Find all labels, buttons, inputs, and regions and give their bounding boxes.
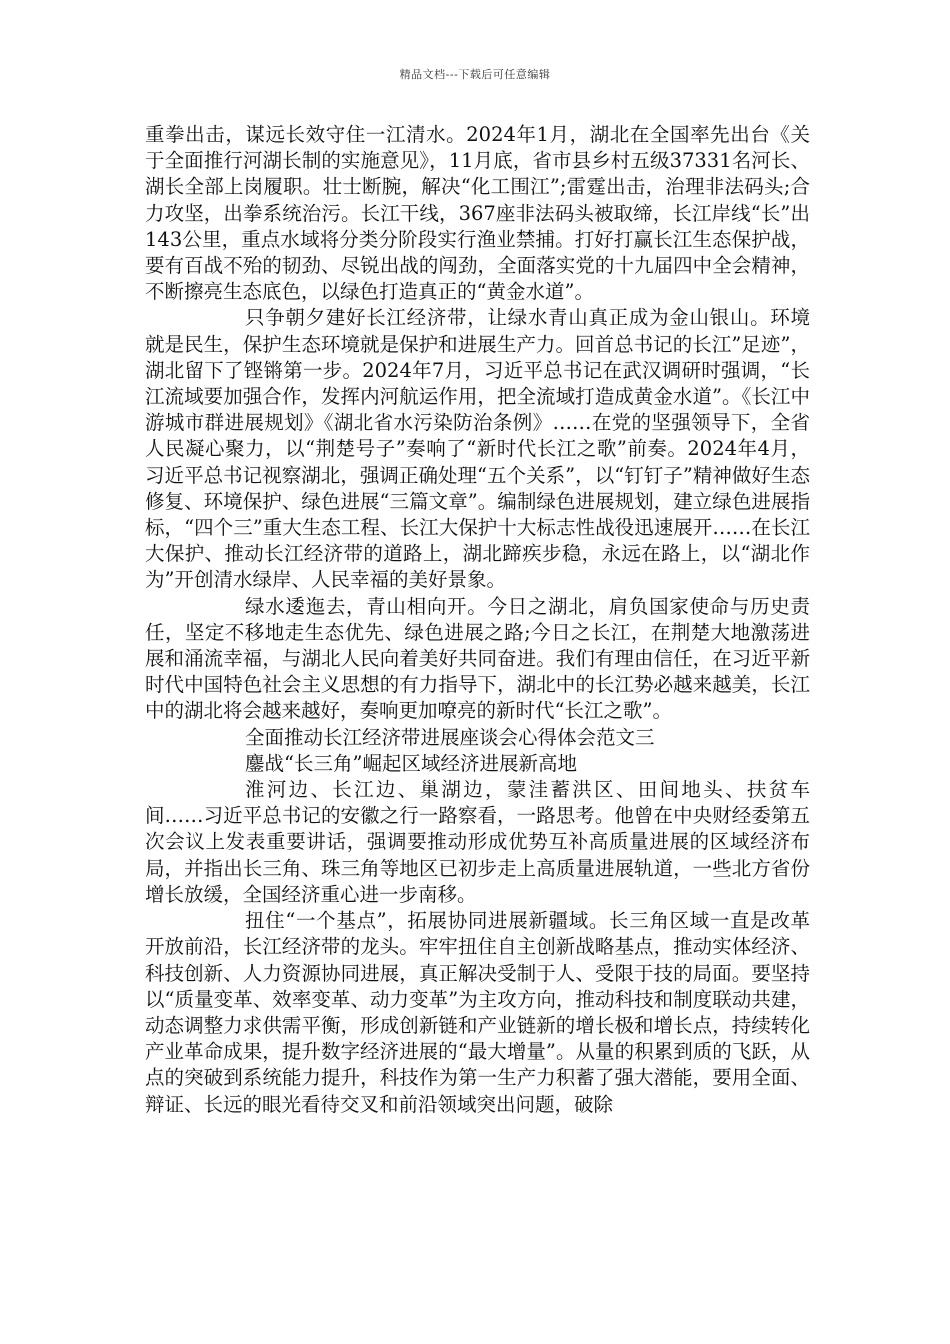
section-subtitle: 鏖战“长三角”崛起区域经济进展新高地 (245, 751, 577, 775)
paragraph-4: 淮河边、长江边、巢湖边，蒙洼蓄洪区、田间地头、扶贫车间……习近平总书记的安徽之行一路察看，一路思考。他曾在中央财经委第五次会议上发表重要讲话，强调要推动形成优势互补高质量进展的区域经济布局，并指出长三角、珠三角等地区已初步走上高质量进展轨道，一些北方省份增长放缓，全国经济重心进一步南移。 (145, 778, 810, 906)
paragraph-2: 只争朝夕建好长江经济带，让绿水青山真正成为金山银山。环境就是民生，保护生态环境就是保护和进展生产力。回首总书记的长江”足迹”，湖北留下了铿锵第一步。2024年7月，习近平总书记在武汉调研时强调，“长江流域要加强合作，发挥内河航运作用，把全流域打造成黄金水道”。《长江中游城市群进展规划》《湖北省水污染防治条例》……在党的坚强领导下，全省人民凝心聚力，以“荆楚号子”奏响了“新时代长江之歌”前奏。2024年4月，习近平总书记视察湖北，强调正确处理“五个关系”，以“钉钉子”精神做好生态修复、环境保护、绿色进展“三篇文章”。编制绿色进展规划，建立绿色进展指标，“四个三”重大生态工程、长江大保护十大标志性战役迅速展开……在长江大保护、推动长江经济带的道路上，湖北蹄疾步稳，永远在路上，以“湖北作为”开创清水绿岸、人民幸福的美好景象。 (145, 306, 810, 592)
paragraph-3: 绿水逶迤去，青山相向开。今日之湖北，肩负国家使命与历史责任，坚定不移地走生态优先、绿色进展之路;今日之长江，在荆楚大地激荡进展和涌流幸福，与湖北人民向着美好共同奋进。我们有理由信任，在习近平新时代中国特色社会主义思想的有力指导下，湖北中的长江势必越来越美，长江中的湖北将会越来越好，奏响更加嘹亮的新时代“长江之歌”。 (145, 594, 810, 723)
section-title: 全面推动长江经济带进展座谈会心得体会范文三 (245, 725, 655, 749)
page-header: 精品文档---下载后可任意编辑 (399, 68, 551, 81)
paragraph-5: 扭住“一个基点”，拓展协同进展新疆域。长三角区域一直是改革开放前沿，长江经济带的龙头。牢牢扭住自主创新战略基点，推动实体经济、科技创新、人力资源协同进展，真正解决受制于人、受限于技的局面。要坚持以“质量变革、效率变革、动力变革”为主攻方向，推动科技和制度联动共建，动态调整力求供需平衡，形成创新链和产业链新的增长极和增长点，持续转化产业革命成果，提升数字经济进展的“最大增量”。从量的积累到质的飞跃，从点的突破到系统能力提升，科技作为第一生产力积蓄了强大潜能，要用全面、辩证、长远的眼光看待交叉和前沿领域突出问题，破除 (145, 909, 810, 1116)
paragraph-1: 重拳出击，谋远长效守住一江清水。2024年1月，湖北在全国率先出台《关于全面推行河湖长制的实施意见》，11月底，省市县乡村五级37331名河长、湖长全部上岗履职。壮士断腕，解决“化工围江”;雷霆出击，治理非法码头;合力攻坚，出拳系统治污。长江干线，367座非法码头被取缔，长江岸线“长”出143公里，重点水域将分类分阶段实行渔业禁捕。打好打赢长江生态保护战，要有百战不殆的韧劲、尽锐出战的闯劲，全面落实党的十九届四中全会精神，不断擦亮生态底色，以绿色打造真正的“黄金水道”。 (145, 123, 810, 304)
document-body (145, 122, 810, 1118)
